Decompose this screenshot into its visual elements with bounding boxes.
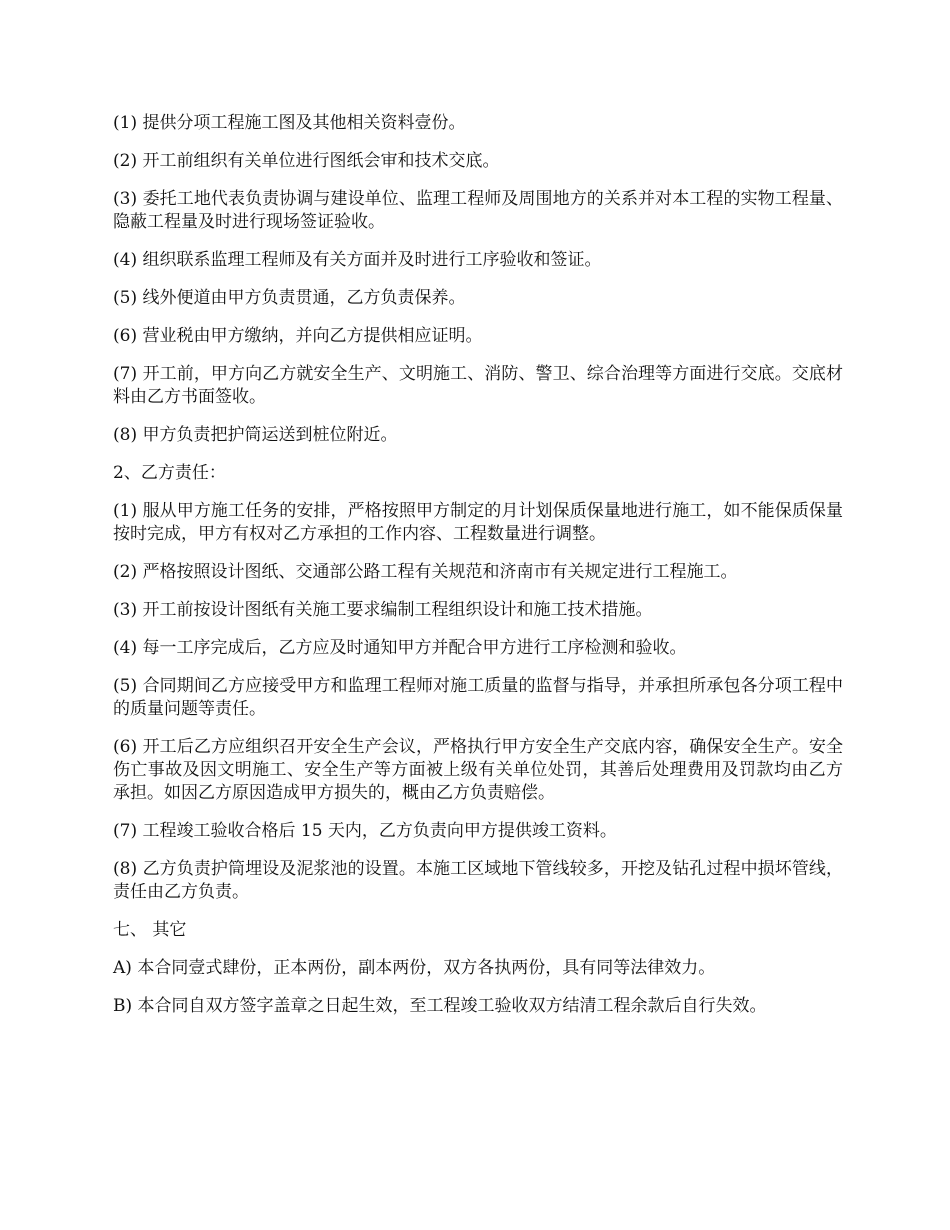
paragraph: B) 本合同自双方签字盖章之日起生效，至工程竣工验收双方结清工程余款后自行失效。 [113,996,767,1016]
paragraph: (8) 甲方负责把护筒运送到桩位附近。 [113,425,398,445]
paragraph: (6) 营业税由甲方缴纳，并向乙方提供相应证明。 [113,326,483,346]
document-body [113,112,843,1033]
paragraph: (7) 工程竣工验收合格后 15 天内，乙方负责向甲方提供竣工资料。 [113,821,617,841]
paragraph: (7) 开工前，甲方向乙方就安全生产、文明施工、消防、警卫、综合治理等方面进行交底。交底材料由乙方书面签收。 [113,364,843,407]
paragraph: (8) 乙方负责护筒埋设及泥浆池的设置。本施工区域地下管线较多，开挖及钻孔过程中损坏管线，责任由乙方负责。 [113,859,843,902]
paragraph: (4) 组织联系监理工程师及有关方面并及时进行工序验收和签证。 [113,250,602,270]
section-heading: 2、乙方责任： [113,463,226,483]
paragraph: (2) 严格按照设计图纸、交通部公路工程有关规范和济南市有关规定进行工程施工。 [113,562,738,582]
paragraph: (4) 每一工序完成后，乙方应及时通知甲方并配合甲方进行工序检测和验收。 [113,638,687,658]
paragraph: A) 本合同壹式肆份，正本两份，副本两份，双方各执两份，具有同等法律效力。 [113,958,716,978]
paragraph: (2) 开工前组织有关单位进行图纸会审和技术交底。 [113,151,500,171]
paragraph: (1) 提供分项工程施工图及其他相关资料壹份。 [113,113,466,133]
section-heading: 七、 其它 [113,920,187,940]
paragraph: (3) 委托工地代表负责协调与建设单位、监理工程师及周围地方的关系并对本工程的实物工程量、隐蔽工程量及时进行现场签证验收。 [113,189,843,232]
paragraph: (1) 服从甲方施工任务的安排，严格按照甲方制定的月计划保质保量地进行施工，如不能保质保量按时完成，甲方有权对乙方承担的工作内容、工程数量进行调整。 [113,501,843,544]
paragraph: (5) 线外便道由甲方负责贯通，乙方负责保养。 [113,288,466,308]
paragraph: (6) 开工后乙方应组织召开安全生产会议，严格执行甲方安全生产交底内容，确保安全生产。安全伤亡事故及因文明施工、安全生产等方面被上级有关单位处罚，其善后处理费用及罚款均由乙方承担。如因乙方原因造成甲方损失的，概由乙方负责赔偿。 [113,737,843,803]
paragraph: (5) 合同期间乙方应接受甲方和监理工程师对施工质量的监督与指导，并承担所承包各分项工程中的质量问题等责任。 [113,676,843,719]
paragraph: (3) 开工前按设计图纸有关施工要求编制工程组织设计和施工技术措施。 [113,600,653,620]
